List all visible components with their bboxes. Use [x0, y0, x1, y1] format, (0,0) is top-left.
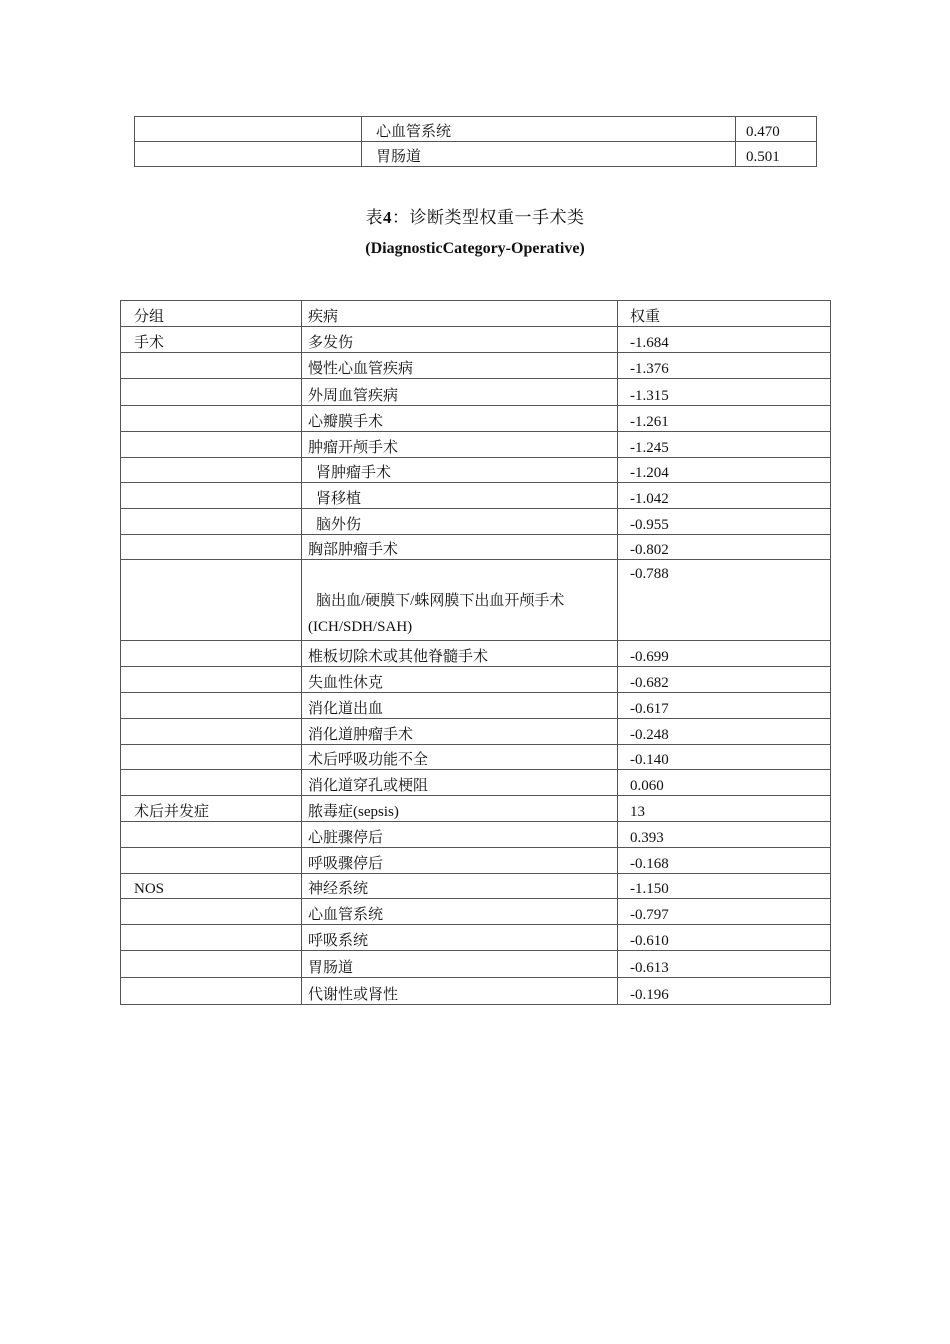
table-row: [121, 667, 831, 693]
table-row: [121, 899, 831, 925]
top-table-fragment: [134, 116, 817, 167]
disease-cell: 神经系统: [302, 874, 618, 899]
disease-cell: 脓毒症(sepsis): [302, 796, 618, 822]
weight-cell: -0.140: [618, 745, 831, 770]
weight-cell: -1.315: [618, 379, 831, 406]
table-row: [121, 641, 831, 667]
disease-cell: 脑外伤: [302, 509, 618, 535]
disease-cell: 呼吸系统: [302, 925, 618, 951]
group-cell: [135, 117, 362, 142]
weight-cell: -1.204: [618, 458, 831, 483]
disease-cell: 椎板切除术或其他脊髓手术: [302, 641, 618, 667]
disease-cell: 外周血管疾病: [302, 379, 618, 406]
weight-cell: -1.376: [618, 353, 831, 379]
disease-cell: 心血管系统: [302, 899, 618, 925]
weight-cell: -0.788: [618, 560, 831, 641]
table-header-row: [121, 301, 831, 327]
weight-cell: -1.150: [618, 874, 831, 899]
group-cell: NOS: [121, 874, 302, 899]
disease-cell: 胸部肿瘤手术: [302, 535, 618, 560]
table-row: [121, 925, 831, 951]
weight-cell: -1.261: [618, 406, 831, 432]
disease-cell: 心脏骤停后: [302, 822, 618, 848]
caption-colon: ：: [392, 208, 410, 227]
weight-cell: -0.196: [618, 978, 831, 1005]
weights-table-body: [121, 301, 831, 1005]
group-cell: [121, 406, 302, 432]
group-cell: [121, 458, 302, 483]
weight-cell: -1.042: [618, 483, 831, 509]
group-cell: 术后并发症: [121, 796, 302, 822]
weights-table: [120, 300, 831, 1005]
top-table-body: [135, 117, 817, 167]
group-cell: [121, 770, 302, 796]
weight-cell: 0.501: [736, 142, 817, 167]
disease-cell: 消化道出血: [302, 693, 618, 719]
table-row: [121, 432, 831, 458]
disease-cell: 肾移植: [302, 483, 618, 509]
table-row: [121, 327, 831, 353]
disease-cell: 消化道肿瘤手术: [302, 719, 618, 745]
caption-title: 诊断类型权重一手术类: [409, 208, 585, 227]
weight-cell: 13: [618, 796, 831, 822]
table-row: [121, 353, 831, 379]
caption-number: 4: [383, 208, 392, 227]
table-row: [121, 719, 831, 745]
header-group: 分组: [121, 301, 302, 327]
table-caption: [0, 203, 950, 228]
disease-cell: 心血管系统: [362, 117, 736, 142]
header-weight: 权重: [618, 301, 831, 327]
disease-cell: 肿瘤开颅手术: [302, 432, 618, 458]
disease-cell: 代谢性或肾性: [302, 978, 618, 1005]
weight-cell: -0.613: [618, 951, 831, 978]
group-cell: [121, 379, 302, 406]
disease-cell: 消化道穿孔或梗阻: [302, 770, 618, 796]
caption-prefix: 表: [365, 208, 383, 227]
table-row: [121, 379, 831, 406]
group-cell: [121, 745, 302, 770]
disease-cell: 心瓣膜手术: [302, 406, 618, 432]
table-row: [121, 874, 831, 899]
group-cell: [121, 641, 302, 667]
table-row: [121, 560, 831, 641]
table-row: [135, 142, 817, 167]
group-cell: [121, 822, 302, 848]
weight-cell: -1.245: [618, 432, 831, 458]
disease-cell: 失血性休克: [302, 667, 618, 693]
group-cell: [121, 667, 302, 693]
table-row: [121, 978, 831, 1005]
weight-cell: 0.060: [618, 770, 831, 796]
weight-cell: -0.168: [618, 848, 831, 874]
table-row: [121, 535, 831, 560]
group-cell: [121, 899, 302, 925]
disease-cell: 肾肿瘤手术: [302, 458, 618, 483]
weight-cell: -0.617: [618, 693, 831, 719]
group-cell: [121, 509, 302, 535]
group-cell: [121, 848, 302, 874]
group-cell: [121, 560, 302, 641]
table-row: [121, 406, 831, 432]
weight-cell: 0.470: [736, 117, 817, 142]
table-row: [121, 693, 831, 719]
disease-cell: 胃肠道: [362, 142, 736, 167]
table-subtitle: (DiagnosticCategory-Operative): [365, 240, 585, 257]
weight-cell: 0.393: [618, 822, 831, 848]
weight-cell: -1.684: [618, 327, 831, 353]
group-cell: [121, 719, 302, 745]
weight-cell: -0.802: [618, 535, 831, 560]
table-row: [121, 848, 831, 874]
table-row: [121, 796, 831, 822]
group-cell: [121, 535, 302, 560]
table-row: [121, 509, 831, 535]
weight-cell: -0.797: [618, 899, 831, 925]
group-cell: [121, 951, 302, 978]
group-cell: [121, 483, 302, 509]
header-disease: 疾病: [302, 301, 618, 327]
weight-cell: -0.610: [618, 925, 831, 951]
disease-line: 脑出血/硬膜下/蛛网膜下出血开颅手术: [316, 593, 565, 609]
table-row: [135, 117, 817, 142]
table-row: [121, 483, 831, 509]
group-cell: [121, 353, 302, 379]
table-row: [121, 822, 831, 848]
disease-abbrev-line: (ICH/SDH/SAH): [308, 619, 413, 635]
table-row: [121, 458, 831, 483]
weight-cell: -0.955: [618, 509, 831, 535]
disease-cell: 慢性心血管疾病: [302, 353, 618, 379]
group-cell: [135, 142, 362, 167]
weight-cell: -0.699: [618, 641, 831, 667]
group-cell: [121, 925, 302, 951]
disease-cell: [302, 560, 618, 641]
weight-cell: -0.682: [618, 667, 831, 693]
table-row: [121, 951, 831, 978]
group-cell: [121, 978, 302, 1005]
group-cell: [121, 432, 302, 458]
table-row: [121, 770, 831, 796]
disease-cell: 术后呼吸功能不全: [302, 745, 618, 770]
table-row: [121, 745, 831, 770]
disease-cell: 胃肠道: [302, 951, 618, 978]
group-cell: 手术: [121, 327, 302, 353]
group-cell: [121, 693, 302, 719]
weight-cell: -0.248: [618, 719, 831, 745]
disease-cell: 呼吸骤停后: [302, 848, 618, 874]
disease-cell: 多发伤: [302, 327, 618, 353]
